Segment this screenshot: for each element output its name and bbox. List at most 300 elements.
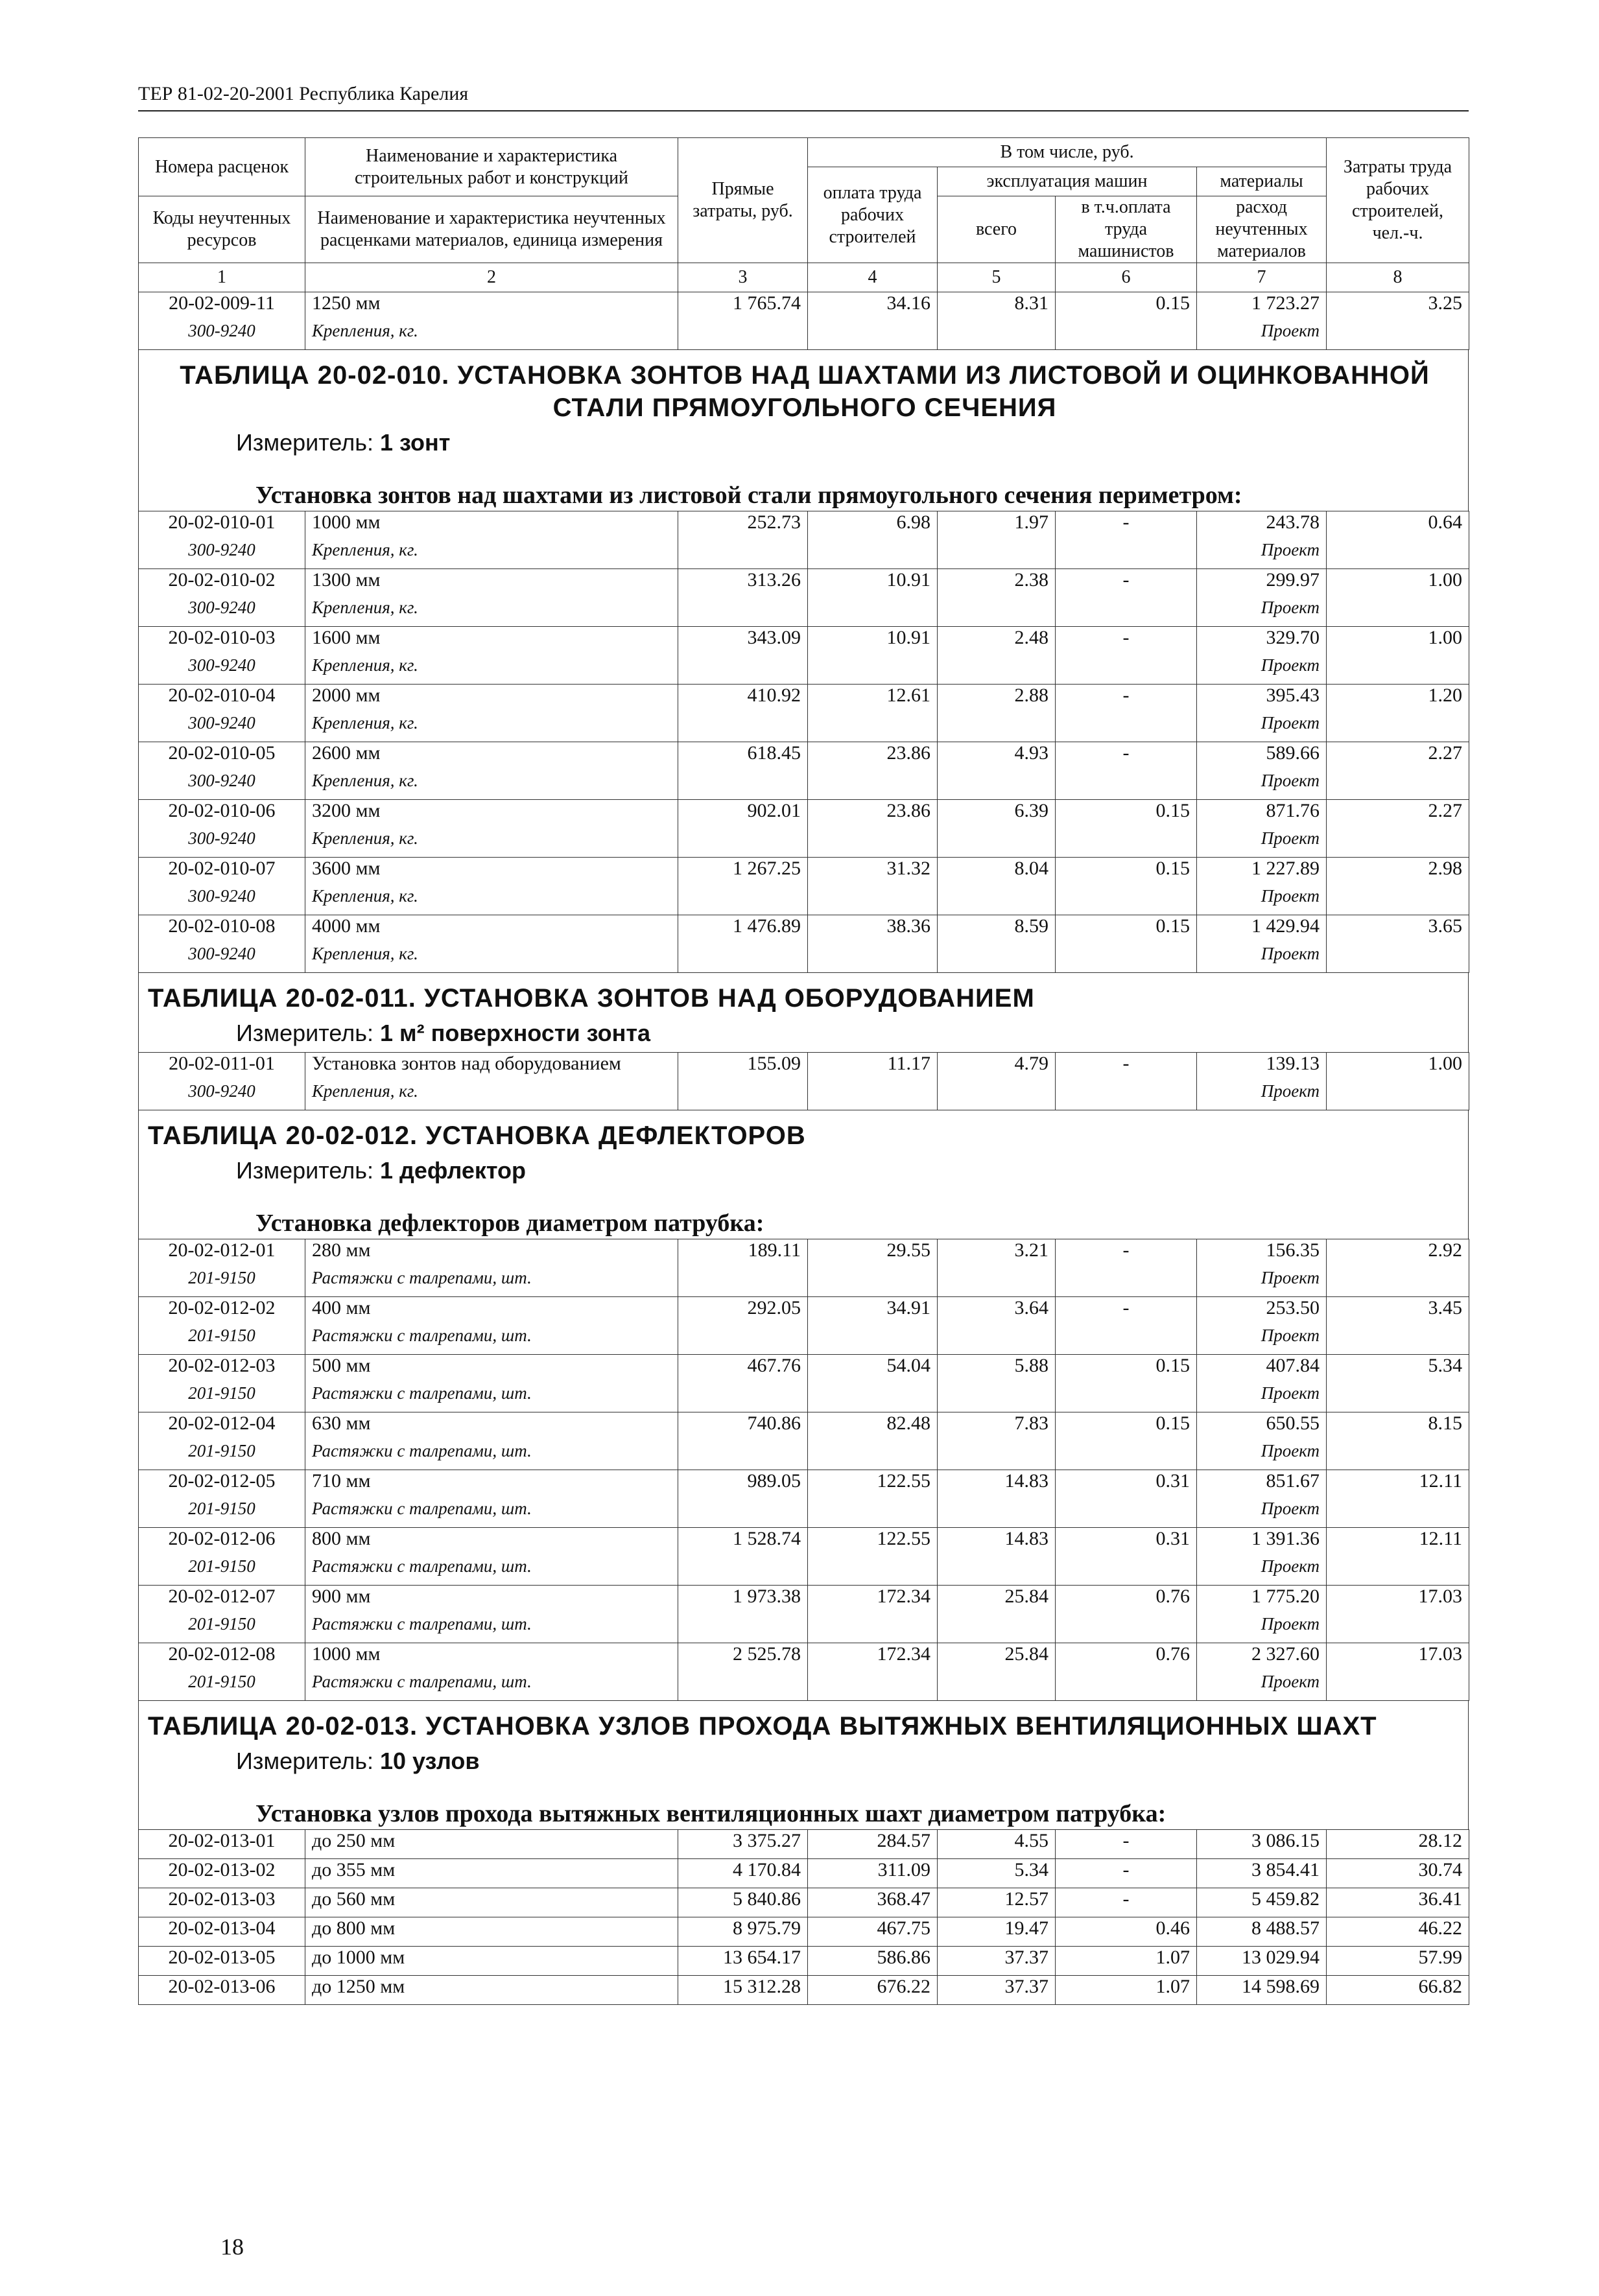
rate-code: 20-02-010-03	[139, 627, 305, 656]
machinist-pay: -	[1056, 1053, 1197, 1082]
machinist-pay: 0.31	[1056, 1470, 1197, 1499]
labor-hours: 1.00	[1327, 569, 1469, 598]
header-name: Наименование и характеристика строительных работ и конструкций	[305, 138, 678, 196]
work-name: 2600 мм	[305, 742, 678, 771]
machinist-pay: -	[1056, 1859, 1197, 1888]
empty-cell	[938, 321, 1056, 350]
empty-cell	[678, 1326, 808, 1355]
table-row	[139, 1830, 1469, 1859]
header-col-number-2: 2	[305, 263, 678, 292]
resource-material: Проект	[1197, 828, 1327, 858]
direct-cost: 740.86	[678, 1412, 808, 1442]
work-name: 630 мм	[305, 1412, 678, 1442]
machines-cost: 37.37	[938, 1976, 1056, 2005]
table-row	[139, 1470, 1469, 1499]
worker-pay: 23.86	[808, 800, 938, 829]
empty-cell	[678, 1081, 808, 1110]
resource-name: Растяжки с талрепами, шт.	[305, 1383, 678, 1412]
resource-row	[139, 1383, 1469, 1412]
resource-code: 201-9150	[139, 1672, 305, 1701]
table-row	[139, 1528, 1469, 1557]
direct-cost: 1 765.74	[678, 292, 808, 322]
rate-code: 20-02-013-01	[139, 1830, 305, 1859]
resource-code: 300-9240	[139, 321, 305, 350]
worker-pay: 368.47	[808, 1888, 938, 1917]
resource-material: Проект	[1197, 321, 1327, 350]
labor-hours: 5.34	[1327, 1355, 1469, 1384]
direct-cost: 292.05	[678, 1297, 808, 1326]
work-name: 900 мм	[305, 1586, 678, 1615]
worker-pay: 676.22	[808, 1976, 938, 2005]
work-name: 2000 мм	[305, 685, 678, 714]
resource-name: Крепления, кг.	[305, 321, 678, 350]
rate-code: 20-02-012-01	[139, 1239, 305, 1269]
section-meter	[139, 1017, 1468, 1052]
meter-label: Измеритель:	[236, 1020, 380, 1046]
header-machines-pay: в т.ч.оплата труда машинистов	[1056, 196, 1197, 263]
machinist-pay: 0.15	[1056, 858, 1197, 887]
rate-code: 20-02-010-05	[139, 742, 305, 771]
work-name: до 355 мм	[305, 1859, 678, 1888]
header-labor: Затраты труда рабочих строителей, чел.-ч.	[1327, 138, 1469, 263]
worker-pay: 12.61	[808, 685, 938, 714]
worker-pay: 122.55	[808, 1470, 938, 1499]
table-row	[139, 800, 1469, 829]
resource-code: 201-9150	[139, 1441, 305, 1470]
empty-cell	[938, 1614, 1056, 1643]
resource-code: 300-9240	[139, 540, 305, 569]
resource-row	[139, 713, 1469, 742]
empty-cell	[808, 655, 938, 685]
worker-pay: 29.55	[808, 1239, 938, 1269]
empty-cell	[938, 1499, 1056, 1528]
section-block	[138, 1701, 1469, 1829]
rate-code: 20-02-010-02	[139, 569, 305, 598]
resource-row	[139, 1672, 1469, 1701]
running-head: ТЕР 81-02-20-2001 Республика Карелия	[138, 83, 469, 104]
machinist-pay: -	[1056, 742, 1197, 771]
section-subhead: Установка зонтов над шахтами из листовой стали прямоугольного сечения периметром:	[255, 482, 1242, 509]
empty-cell	[808, 944, 938, 973]
header-direct: Прямые затраты, руб.	[678, 138, 808, 263]
labor-hours: 3.45	[1327, 1297, 1469, 1326]
table-row	[139, 1239, 1469, 1269]
resource-material: Проект	[1197, 944, 1327, 973]
materials-cost: 589.66	[1197, 742, 1327, 771]
labor-hours: 30.74	[1327, 1859, 1469, 1888]
direct-cost: 313.26	[678, 569, 808, 598]
materials-cost: 299.97	[1197, 569, 1327, 598]
table-row	[139, 1297, 1469, 1326]
meter-value: 1 зонт	[379, 429, 451, 456]
resource-code: 300-9240	[139, 713, 305, 742]
machines-cost: 14.83	[938, 1528, 1056, 1557]
resource-name: Крепления, кг.	[305, 944, 678, 973]
worker-pay: 54.04	[808, 1355, 938, 1384]
header-materials: материалы	[1197, 167, 1327, 196]
direct-cost: 618.45	[678, 742, 808, 771]
section-subhead: Установка узлов прохода вытяжных вентиляционных шахт диаметром патрубка:	[255, 1800, 1167, 1827]
empty-cell	[678, 1441, 808, 1470]
resource-row	[139, 771, 1469, 800]
empty-cell	[1327, 828, 1469, 858]
empty-cell	[678, 1499, 808, 1528]
section-table	[138, 1829, 1469, 2005]
machines-cost: 5.34	[938, 1859, 1056, 1888]
machinist-pay: 0.15	[1056, 1355, 1197, 1384]
materials-cost: 871.76	[1197, 800, 1327, 829]
meter-label: Измеритель:	[236, 1157, 380, 1184]
empty-cell	[678, 1383, 808, 1412]
table-row	[139, 1643, 1469, 1672]
empty-cell	[1327, 655, 1469, 685]
labor-hours: 2.27	[1327, 742, 1469, 771]
rate-code: 20-02-013-06	[139, 1976, 305, 2005]
empty-cell	[808, 713, 938, 742]
rate-code: 20-02-012-06	[139, 1528, 305, 1557]
section-table	[138, 1052, 1469, 1110]
machinist-pay: 0.31	[1056, 1528, 1197, 1557]
resource-name: Растяжки с талрепами, шт.	[305, 1441, 678, 1470]
empty-cell	[808, 1672, 938, 1701]
empty-cell	[1327, 1614, 1469, 1643]
empty-cell	[808, 1326, 938, 1355]
resource-material: Проект	[1197, 655, 1327, 685]
resource-material: Проект	[1197, 1672, 1327, 1701]
work-name: 800 мм	[305, 1528, 678, 1557]
work-name: 1000 мм	[305, 511, 678, 541]
empty-cell	[938, 771, 1056, 800]
machinist-pay: -	[1056, 1888, 1197, 1917]
labor-hours: 17.03	[1327, 1643, 1469, 1672]
header-pay: оплата труда рабочих строителей	[808, 167, 938, 263]
machines-cost: 4.55	[938, 1830, 1056, 1859]
empty-cell	[808, 1441, 938, 1470]
header-codes: Номера расценок	[139, 138, 305, 196]
materials-cost: 13 029.94	[1197, 1947, 1327, 1976]
work-name: 710 мм	[305, 1470, 678, 1499]
header-col-number-7: 7	[1197, 263, 1327, 292]
rate-code: 20-02-012-02	[139, 1297, 305, 1326]
empty-cell	[1327, 1499, 1469, 1528]
worker-pay: 6.98	[808, 511, 938, 541]
machines-cost: 14.83	[938, 1470, 1056, 1499]
empty-cell	[808, 1081, 938, 1110]
rate-code: 20-02-012-04	[139, 1412, 305, 1442]
table-row	[139, 858, 1469, 887]
materials-cost: 14 598.69	[1197, 1976, 1327, 2005]
direct-cost: 343.09	[678, 627, 808, 656]
empty-cell	[808, 771, 938, 800]
work-name: 1300 мм	[305, 569, 678, 598]
empty-cell	[1327, 1081, 1469, 1110]
section-meter	[139, 1745, 1468, 1780]
machinist-pay: -	[1056, 569, 1197, 598]
resource-code: 201-9150	[139, 1326, 305, 1355]
resource-name: Крепления, кг.	[305, 598, 678, 627]
rate-code: 20-02-012-05	[139, 1470, 305, 1499]
worker-pay: 23.86	[808, 742, 938, 771]
empty-cell	[938, 598, 1056, 627]
empty-cell	[938, 540, 1056, 569]
resource-row	[139, 1268, 1469, 1297]
rate-code: 20-02-010-01	[139, 511, 305, 541]
direct-cost: 467.76	[678, 1355, 808, 1384]
machines-cost: 2.88	[938, 685, 1056, 714]
resource-row	[139, 886, 1469, 915]
materials-cost: 1 391.36	[1197, 1528, 1327, 1557]
machinist-pay: -	[1056, 685, 1197, 714]
table-row	[139, 1947, 1469, 1976]
direct-cost: 252.73	[678, 511, 808, 541]
work-name: 280 мм	[305, 1239, 678, 1269]
labor-hours: 1.00	[1327, 627, 1469, 656]
machines-cost: 7.83	[938, 1412, 1056, 1442]
labor-hours: 17.03	[1327, 1586, 1469, 1615]
table-row	[139, 742, 1469, 771]
header-rule	[138, 110, 1469, 111]
materials-cost: 650.55	[1197, 1412, 1327, 1442]
header-machines-all: всего	[938, 196, 1056, 263]
empty-cell	[1327, 713, 1469, 742]
empty-cell	[678, 540, 808, 569]
empty-cell	[1056, 321, 1197, 350]
empty-cell	[678, 944, 808, 973]
machines-cost: 5.88	[938, 1355, 1056, 1384]
resource-material: Проект	[1197, 886, 1327, 915]
work-name: до 560 мм	[305, 1888, 678, 1917]
labor-hours: 28.12	[1327, 1830, 1469, 1859]
table-row	[139, 569, 1469, 598]
empty-cell	[678, 886, 808, 915]
materials-cost: 5 459.82	[1197, 1888, 1327, 1917]
resource-name: Крепления, кг.	[305, 1081, 678, 1110]
empty-cell	[808, 1268, 938, 1297]
direct-cost: 410.92	[678, 685, 808, 714]
machinist-pay: -	[1056, 627, 1197, 656]
worker-pay: 34.16	[808, 292, 938, 322]
labor-hours: 57.99	[1327, 1947, 1469, 1976]
empty-cell	[1056, 655, 1197, 685]
table-row	[139, 1888, 1469, 1917]
empty-cell	[1056, 1081, 1197, 1110]
machinist-pay: 1.07	[1056, 1947, 1197, 1976]
empty-cell	[1056, 713, 1197, 742]
labor-hours: 46.22	[1327, 1917, 1469, 1947]
table-row	[139, 1976, 1469, 2005]
work-name: 1000 мм	[305, 1643, 678, 1672]
empty-cell	[678, 598, 808, 627]
materials-cost: 329.70	[1197, 627, 1327, 656]
empty-cell	[938, 944, 1056, 973]
empty-cell	[808, 540, 938, 569]
resource-code: 201-9150	[139, 1556, 305, 1586]
resource-code: 201-9150	[139, 1268, 305, 1297]
materials-cost: 156.35	[1197, 1239, 1327, 1269]
work-name: 3200 мм	[305, 800, 678, 829]
machinist-pay: 0.15	[1056, 292, 1197, 322]
materials-cost: 139.13	[1197, 1053, 1327, 1082]
empty-cell	[938, 1556, 1056, 1586]
empty-cell	[1327, 598, 1469, 627]
header-col-number-3: 3	[678, 263, 808, 292]
worker-pay: 284.57	[808, 1830, 938, 1859]
direct-cost: 155.09	[678, 1053, 808, 1082]
empty-cell	[1056, 886, 1197, 915]
work-name: Установка зонтов над оборудованием	[305, 1053, 678, 1082]
empty-cell	[1056, 771, 1197, 800]
labor-hours: 8.15	[1327, 1412, 1469, 1442]
worker-pay: 11.17	[808, 1053, 938, 1082]
empty-cell	[678, 655, 808, 685]
resource-row	[139, 1326, 1469, 1355]
resource-name: Растяжки с талрепами, шт.	[305, 1614, 678, 1643]
empty-cell	[1327, 1672, 1469, 1701]
worker-pay: 311.09	[808, 1859, 938, 1888]
machinist-pay: 0.15	[1056, 1412, 1197, 1442]
machines-cost: 8.59	[938, 915, 1056, 944]
resource-name: Крепления, кг.	[305, 828, 678, 858]
section-block	[138, 973, 1469, 1052]
direct-cost: 4 170.84	[678, 1859, 808, 1888]
materials-cost: 3 086.15	[1197, 1830, 1327, 1859]
header-table	[138, 137, 1469, 350]
machinist-pay: -	[1056, 1239, 1197, 1269]
resource-code: 300-9240	[139, 886, 305, 915]
machines-cost: 4.93	[938, 742, 1056, 771]
machines-cost: 8.31	[938, 292, 1056, 322]
work-name: 3600 мм	[305, 858, 678, 887]
resource-code: 300-9240	[139, 944, 305, 973]
resource-row	[139, 321, 1469, 350]
section-meter	[139, 1154, 1468, 1189]
resource-row	[139, 598, 1469, 627]
direct-cost: 902.01	[678, 800, 808, 829]
resource-code: 300-9240	[139, 771, 305, 800]
meter-label: Измеритель:	[236, 1748, 380, 1774]
materials-cost: 407.84	[1197, 1355, 1327, 1384]
worker-pay: 34.91	[808, 1297, 938, 1326]
empty-cell	[1327, 321, 1469, 350]
meter-value: 1 дефлектор	[379, 1157, 527, 1184]
empty-cell	[808, 598, 938, 627]
machinist-pay: 0.46	[1056, 1917, 1197, 1947]
header-col-number-4: 4	[808, 263, 938, 292]
machines-cost: 12.57	[938, 1888, 1056, 1917]
worker-pay: 467.75	[808, 1917, 938, 1947]
direct-cost: 1 973.38	[678, 1586, 808, 1615]
empty-cell	[1327, 1383, 1469, 1412]
rate-code: 20-02-010-07	[139, 858, 305, 887]
meter-value: 10 узлов	[379, 1748, 480, 1774]
rate-code: 20-02-013-03	[139, 1888, 305, 1917]
rate-code: 20-02-013-04	[139, 1917, 305, 1947]
resource-code: 300-9240	[139, 598, 305, 627]
labor-hours: 12.11	[1327, 1470, 1469, 1499]
meter-value: 1 м² поверхности зонта	[379, 1020, 650, 1046]
empty-cell	[678, 1672, 808, 1701]
table-row	[139, 1355, 1469, 1384]
empty-cell	[1056, 1672, 1197, 1701]
empty-cell	[1056, 1499, 1197, 1528]
empty-cell	[678, 1614, 808, 1643]
resource-row	[139, 828, 1469, 858]
table-row	[139, 511, 1469, 541]
direct-cost: 13 654.17	[678, 1947, 808, 1976]
header-numbers-row	[139, 263, 1469, 292]
header-machines: эксплуатация машин	[938, 167, 1197, 196]
empty-cell	[938, 713, 1056, 742]
machinist-pay: 0.76	[1056, 1643, 1197, 1672]
labor-hours: 2.92	[1327, 1239, 1469, 1269]
empty-cell	[808, 886, 938, 915]
direct-cost: 8 975.79	[678, 1917, 808, 1947]
labor-hours: 1.20	[1327, 685, 1469, 714]
section-table	[138, 1239, 1469, 1701]
section-block	[138, 350, 1469, 511]
section-title: ТАБЛИЦА 20-02-011. УСТАНОВКА ЗОНТОВ НАД ОБОРУДОВАНИЕМ	[148, 984, 1035, 1013]
rate-code: 20-02-012-03	[139, 1355, 305, 1384]
section-subhead: Установка дефлекторов диаметром патрубка:	[255, 1210, 764, 1237]
section-meter	[139, 427, 1468, 462]
labor-hours: 12.11	[1327, 1528, 1469, 1557]
materials-cost: 1 227.89	[1197, 858, 1327, 887]
machines-cost: 25.84	[938, 1586, 1056, 1615]
direct-cost: 1 528.74	[678, 1528, 808, 1557]
empty-cell	[808, 321, 938, 350]
materials-cost: 3 854.41	[1197, 1859, 1327, 1888]
header-res-codes: Коды неучтенных ресурсов	[139, 196, 305, 263]
empty-cell	[938, 1441, 1056, 1470]
materials-cost: 851.67	[1197, 1470, 1327, 1499]
empty-cell	[678, 1556, 808, 1586]
empty-cell	[1056, 944, 1197, 973]
machines-cost: 4.79	[938, 1053, 1056, 1082]
table-row	[139, 292, 1469, 322]
worker-pay: 586.86	[808, 1947, 938, 1976]
empty-cell	[938, 1326, 1056, 1355]
work-name: 1250 мм	[305, 292, 678, 322]
empty-cell	[1327, 1268, 1469, 1297]
direct-cost: 5 840.86	[678, 1888, 808, 1917]
header-col-number-5: 5	[938, 263, 1056, 292]
header-res-name: Наименование и характеристика неучтенных расценками материалов, единица измерения	[305, 196, 678, 263]
resource-name: Растяжки с талрепами, шт.	[305, 1326, 678, 1355]
meter-label: Измеритель:	[236, 429, 380, 456]
empty-cell	[678, 771, 808, 800]
empty-cell	[1327, 1441, 1469, 1470]
direct-cost: 989.05	[678, 1470, 808, 1499]
resource-row	[139, 1081, 1469, 1110]
page-number: 18	[220, 2234, 244, 2260]
resource-material: Проект	[1197, 1441, 1327, 1470]
machines-cost: 19.47	[938, 1917, 1056, 1947]
work-name: 400 мм	[305, 1297, 678, 1326]
resource-name: Крепления, кг.	[305, 713, 678, 742]
table-row	[139, 1412, 1469, 1442]
resource-row	[139, 1499, 1469, 1528]
materials-cost: 8 488.57	[1197, 1917, 1327, 1947]
machines-cost: 25.84	[938, 1643, 1056, 1672]
rate-code: 20-02-010-04	[139, 685, 305, 714]
work-name: до 250 мм	[305, 1830, 678, 1859]
materials-cost: 2 327.60	[1197, 1643, 1327, 1672]
direct-cost: 189.11	[678, 1239, 808, 1269]
resource-material: Проект	[1197, 540, 1327, 569]
resource-code: 201-9150	[139, 1383, 305, 1412]
direct-cost: 3 375.27	[678, 1830, 808, 1859]
machines-cost: 1.97	[938, 511, 1056, 541]
